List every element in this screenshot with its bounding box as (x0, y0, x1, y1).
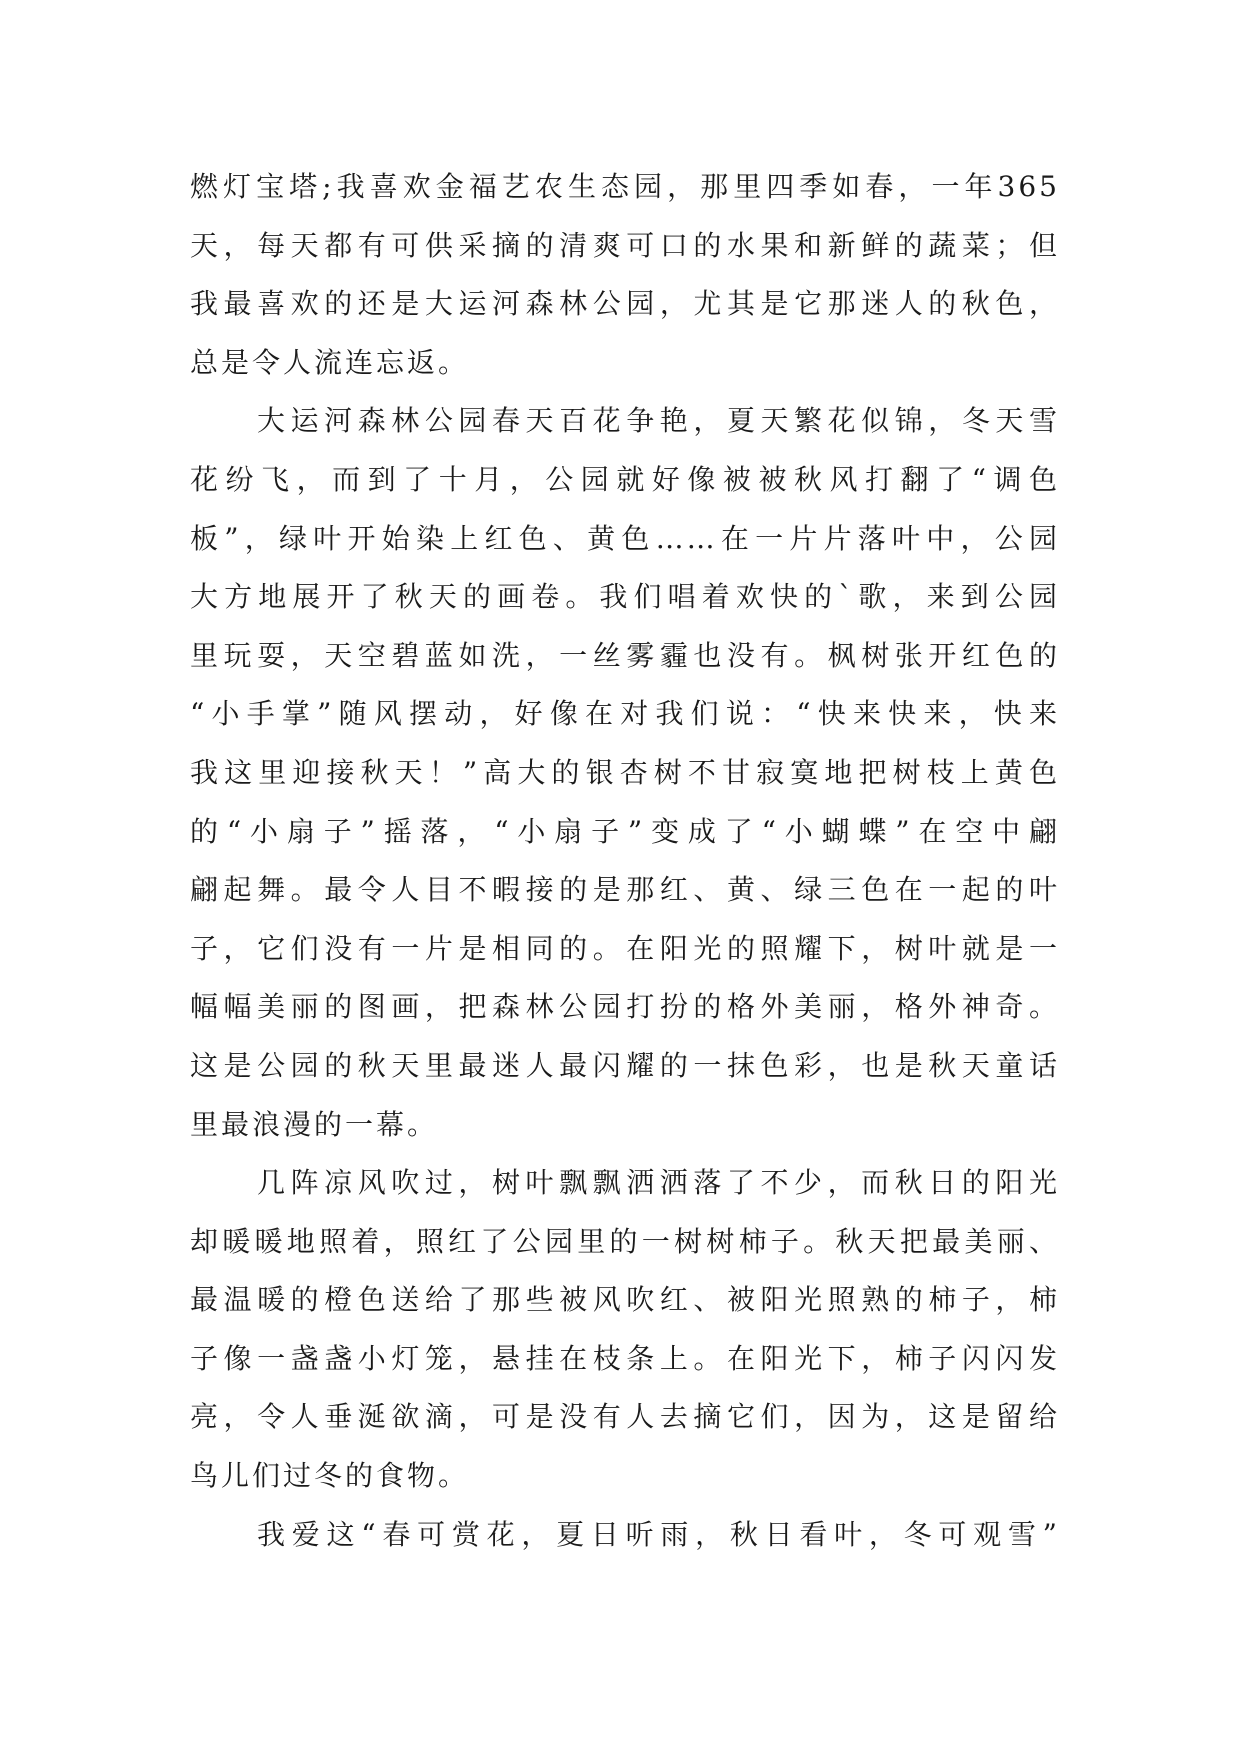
text-line: 花纷飞，而到了十月，公园就好像被被秋风打翻了“调色 (190, 462, 1060, 496)
text-line: 我最喜欢的还是大运河森林公园，尤其是它那迷人的秋色， (190, 287, 1060, 321)
text-line: 大运河森林公园春天百花争艳，夏天繁花似锦，冬天雪 (257, 404, 1060, 438)
text-line: 亮，令人垂涎欲滴，可是没有人去摘它们，因为，这是留给 (190, 1400, 1060, 1434)
text-line: “小手掌”随风摆动，好像在对我们说：“快来快来，快来 (190, 697, 1060, 731)
text-line: 幅幅美丽的图画，把森林公园打扮的格外美丽，格外神奇。 (190, 990, 1060, 1024)
text-line: 我这里迎接秋天！”高大的银杏树不甘寂寞地把树枝上黄色 (190, 755, 1060, 789)
text-line: 板”，绿叶开始染上红色、黄色……在一片片落叶中，公园 (190, 521, 1060, 555)
text-line: 里玩耍，天空碧蓝如洗，一丝雾霾也没有。枫树张开红色的 (190, 638, 1060, 672)
text-line: 大方地展开了秋天的画卷。我们唱着欢快的`歌，来到公园 (190, 580, 1060, 614)
text-line: 我爱这“春可赏花，夏日听雨，秋日看叶，冬可观雪” (257, 1517, 1060, 1551)
text-line: 的“小扇子”摇落，“小扇子”变成了“小蝴蝶”在空中翩 (190, 814, 1060, 848)
text-line: 子，它们没有一片是相同的。在阳光的照耀下，树叶就是一 (190, 931, 1060, 965)
text-line: 最温暖的橙色送给了那些被风吹红、被阳光照熟的柿子，柿 (190, 1283, 1060, 1317)
text-line: 几阵凉风吹过，树叶飘飘洒洒落了不少，而秋日的阳光 (257, 1166, 1060, 1200)
text-line: 这是公园的秋天里最迷人最闪耀的一抹色彩，也是秋天童话 (190, 1048, 1060, 1082)
essay-body (190, 158, 1060, 1564)
text-line: 里最浪漫的一幕。 (190, 1107, 439, 1141)
text-line: 天，每天都有可供采摘的清爽可口的水果和新鲜的蔬菜；但 (190, 228, 1060, 262)
text-line: 鸟儿们过冬的食物。 (190, 1459, 470, 1493)
text-line: 总是令人流连忘返。 (190, 345, 470, 379)
text-line: 翩起舞。最令人目不暇接的是那红、黄、绿三色在一起的叶 (190, 873, 1060, 907)
text-line: 燃灯宝塔;我喜欢金福艺农生态园，那里四季如春，一年365 (190, 170, 1060, 203)
text-line: 却暖暖地照着，照红了公园里的一树树柿子。秋天把最美丽、 (190, 1224, 1060, 1258)
text-line: 子像一盏盏小灯笼，悬挂在枝条上。在阳光下，柿子闪闪发 (190, 1341, 1060, 1375)
